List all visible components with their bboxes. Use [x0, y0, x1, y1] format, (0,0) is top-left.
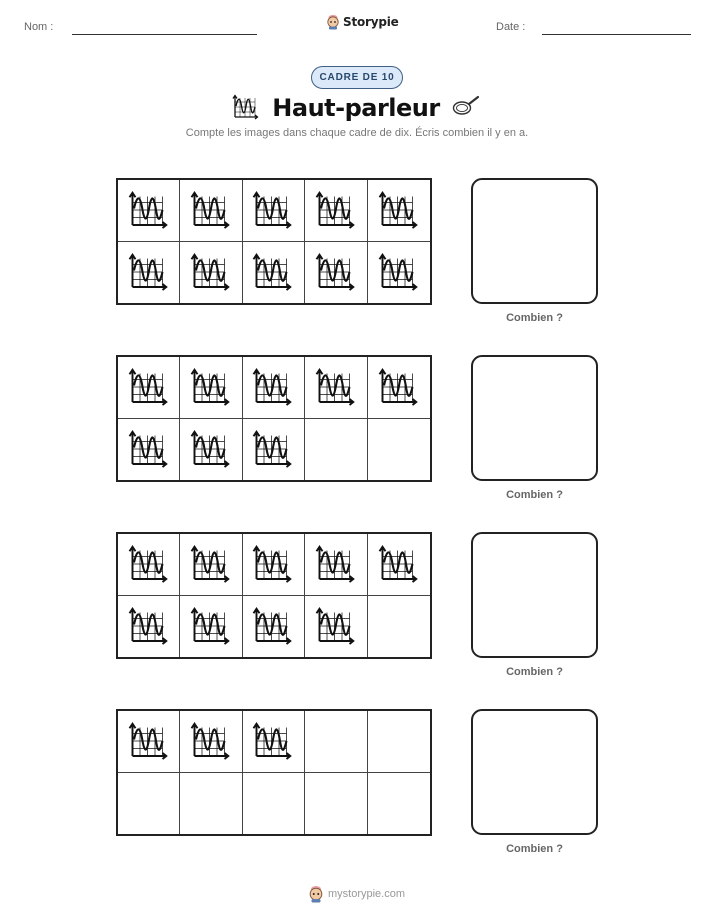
brand-logo [326, 14, 399, 30]
name-label: Nom : [24, 21, 54, 33]
footer [308, 885, 405, 903]
ten-frame-cell [243, 242, 305, 304]
waveform-graph-icon [378, 544, 420, 584]
ten-frame-cell [243, 596, 305, 658]
ten-frame-cell [305, 596, 367, 658]
answer-label: Combien ? [506, 489, 563, 501]
ten-frame-cell [118, 419, 180, 481]
waveform-graph-icon [252, 606, 294, 646]
ten-frame-cell [305, 357, 367, 419]
ten-frame-cell [368, 419, 430, 481]
answer-box[interactable] [471, 709, 598, 835]
waveform-graph-icon [232, 94, 260, 120]
waveform-graph-icon [190, 367, 232, 407]
waveform-graph-icon [315, 367, 357, 407]
answer-label: Combien ? [506, 666, 563, 678]
ten-frame-cell [243, 773, 305, 835]
ten-frame-cell [243, 711, 305, 773]
ten-frame-cell [118, 357, 180, 419]
ten-frame-cell [368, 357, 430, 419]
date-line[interactable] [542, 34, 691, 35]
instructions: Compte les images dans chaque cadre de dix. Écris combien il y en a. [185, 127, 529, 139]
frying-pan-icon [452, 95, 480, 117]
ten-frame-cell [243, 357, 305, 419]
category-badge: CADRE DE 10 [311, 66, 403, 89]
waveform-graph-icon [128, 252, 170, 292]
waveform-graph-icon [315, 544, 357, 584]
waveform-graph-icon [128, 544, 170, 584]
ten-frame-cell [243, 180, 305, 242]
waveform-graph-icon [128, 721, 170, 761]
ten-frame-cell [243, 534, 305, 596]
waveform-graph-icon [315, 606, 357, 646]
ten-frame-cell [305, 773, 367, 835]
footer-url: mystorypie.com [328, 888, 406, 900]
waveform-graph-icon [128, 367, 170, 407]
ten-frame [116, 355, 432, 482]
ten-frame-cell [118, 180, 180, 242]
ten-frame-cell [118, 534, 180, 596]
waveform-graph-icon [252, 252, 294, 292]
ten-frame-cell [305, 711, 367, 773]
waveform-graph-icon [378, 190, 420, 230]
ten-frame-cell [368, 711, 430, 773]
answer-box[interactable] [471, 355, 598, 481]
ten-frame-cell [305, 242, 367, 304]
answer-label: Combien ? [506, 312, 563, 324]
ten-frame-cell [180, 357, 242, 419]
ten-frame-cell [118, 711, 180, 773]
ten-frame-cell [368, 534, 430, 596]
waveform-graph-icon [252, 544, 294, 584]
answer-label: Combien ? [506, 843, 563, 855]
ten-frame-cell [305, 180, 367, 242]
waveform-graph-icon [190, 252, 232, 292]
waveform-graph-icon [190, 190, 232, 230]
waveform-graph-icon [252, 429, 294, 469]
ten-frame-cell [305, 419, 367, 481]
ten-frame-cell [118, 242, 180, 304]
ten-frame-cell [368, 596, 430, 658]
ten-frame-cell [305, 534, 367, 596]
ten-frame-cell [118, 596, 180, 658]
waveform-graph-icon [315, 252, 357, 292]
waveform-graph-icon [378, 367, 420, 407]
waveform-graph-icon [128, 606, 170, 646]
storypie-mascot-icon [308, 885, 324, 903]
answer-box[interactable] [471, 532, 598, 658]
ten-frame-cell [180, 596, 242, 658]
ten-frame-cell [243, 419, 305, 481]
waveform-graph-icon [252, 367, 294, 407]
brand-name: Storypie [343, 15, 399, 29]
ten-frame-cell [118, 773, 180, 835]
waveform-graph-icon [190, 429, 232, 469]
ten-frame-cell [180, 419, 242, 481]
waveform-graph-icon [252, 190, 294, 230]
waveform-graph-icon [190, 544, 232, 584]
ten-frame-cell [368, 242, 430, 304]
ten-frame-cell [180, 180, 242, 242]
ten-frame-cell [180, 534, 242, 596]
answer-box[interactable] [471, 178, 598, 304]
ten-frame [116, 709, 432, 836]
ten-frame-cell [180, 711, 242, 773]
ten-frame-cell [368, 180, 430, 242]
waveform-graph-icon [190, 721, 232, 761]
ten-frame [116, 532, 432, 659]
waveform-graph-icon [128, 429, 170, 469]
waveform-graph-icon [252, 721, 294, 761]
ten-frame-cell [368, 773, 430, 835]
waveform-graph-icon [128, 190, 170, 230]
waveform-graph-icon [190, 606, 232, 646]
ten-frame-cell [180, 242, 242, 304]
ten-frame-cell [180, 773, 242, 835]
date-label: Date : [496, 21, 526, 33]
page-title: Haut-parleur [272, 94, 440, 122]
ten-frame [116, 178, 432, 305]
storypie-mascot-icon [326, 14, 340, 30]
waveform-graph-icon [315, 190, 357, 230]
waveform-graph-icon [378, 252, 420, 292]
name-line[interactable] [72, 34, 257, 35]
